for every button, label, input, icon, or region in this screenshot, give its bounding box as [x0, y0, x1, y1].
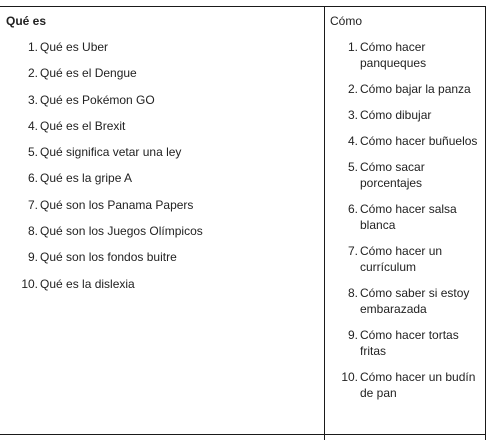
item-number: 2.	[347, 82, 358, 96]
item-number: 7.	[347, 244, 358, 258]
item-text: Qué es Pokémon GO	[40, 92, 155, 107]
column-divider	[324, 6, 325, 440]
table-bottom-border	[0, 434, 485, 435]
item-text: Qué es el Brexit	[40, 118, 126, 133]
item-text: Qué es el Dengue	[40, 66, 137, 81]
item-number: 9.	[27, 250, 38, 265]
item-text: Qué son los fondos buitre	[40, 250, 177, 265]
que-es-column	[6, 13, 318, 302]
item-number: 7.	[27, 197, 38, 212]
item-number: 1.	[27, 40, 38, 54]
item-number: 6.	[27, 171, 38, 186]
column-title-como: Cómo	[330, 14, 363, 28]
list-item	[330, 39, 480, 71]
item-text: Cómo saber si estoy embarazada	[360, 286, 470, 316]
item-number: 1.	[347, 40, 358, 54]
item-number: 10.	[341, 370, 358, 384]
list-item	[6, 144, 318, 160]
item-number: 4.	[27, 118, 38, 133]
item-number: 8.	[347, 286, 358, 300]
list-item	[330, 369, 480, 401]
item-number: 5.	[347, 160, 358, 174]
item-text: Cómo hacer un budín de pan	[360, 370, 476, 400]
como-list	[330, 39, 480, 401]
item-text: Qué es la gripe A	[40, 171, 133, 186]
item-number: 8.	[27, 224, 38, 239]
item-text: Cómo hacer tortas fritas	[360, 328, 459, 358]
list-item	[6, 170, 318, 186]
item-number: 10.	[21, 276, 38, 291]
list-item	[6, 276, 318, 292]
list-item	[6, 39, 318, 55]
list-item	[330, 285, 480, 317]
item-text: Cómo hacer panqueques	[360, 40, 427, 70]
item-text: Cómo sacar porcentajes	[360, 160, 425, 190]
list-item	[330, 133, 480, 149]
list-item	[330, 201, 480, 233]
list-item	[6, 223, 318, 239]
item-number: 3.	[27, 92, 38, 107]
item-text: Cómo dibujar	[360, 108, 432, 122]
item-number: 6.	[347, 202, 358, 216]
list-item	[330, 81, 480, 97]
list-item	[6, 92, 318, 108]
item-number: 2.	[27, 66, 38, 81]
item-text: Qué significa vetar una ley	[40, 145, 182, 160]
table-top-border	[0, 6, 485, 7]
item-number: 9.	[347, 328, 358, 342]
list-item	[6, 197, 318, 213]
que-es-list	[6, 39, 318, 292]
item-number: 4.	[347, 134, 358, 148]
item-text: Cómo hacer buñuelos	[360, 134, 478, 148]
item-text: Qué son los Panama Papers	[40, 197, 194, 212]
item-text: Qué es Uber	[40, 40, 109, 54]
item-text: Cómo bajar la panza	[360, 82, 471, 96]
list-item	[330, 159, 480, 191]
item-number: 3.	[347, 108, 358, 122]
column-title-que-es: Qué es	[6, 14, 47, 28]
list-item	[330, 107, 480, 123]
item-number: 5.	[27, 145, 38, 160]
item-text: Qué es la dislexia	[40, 276, 135, 291]
table-right-border	[485, 6, 486, 440]
item-text: Cómo hacer un currículum	[360, 244, 443, 274]
list-item	[6, 249, 318, 265]
item-text: Qué son los Juegos Olímpicos	[40, 224, 203, 239]
list-item	[330, 327, 480, 359]
list-item	[6, 65, 318, 81]
list-item	[6, 118, 318, 134]
como-column	[330, 13, 480, 411]
item-text: Cómo hacer salsa blanca	[360, 202, 457, 232]
list-item	[330, 243, 480, 275]
